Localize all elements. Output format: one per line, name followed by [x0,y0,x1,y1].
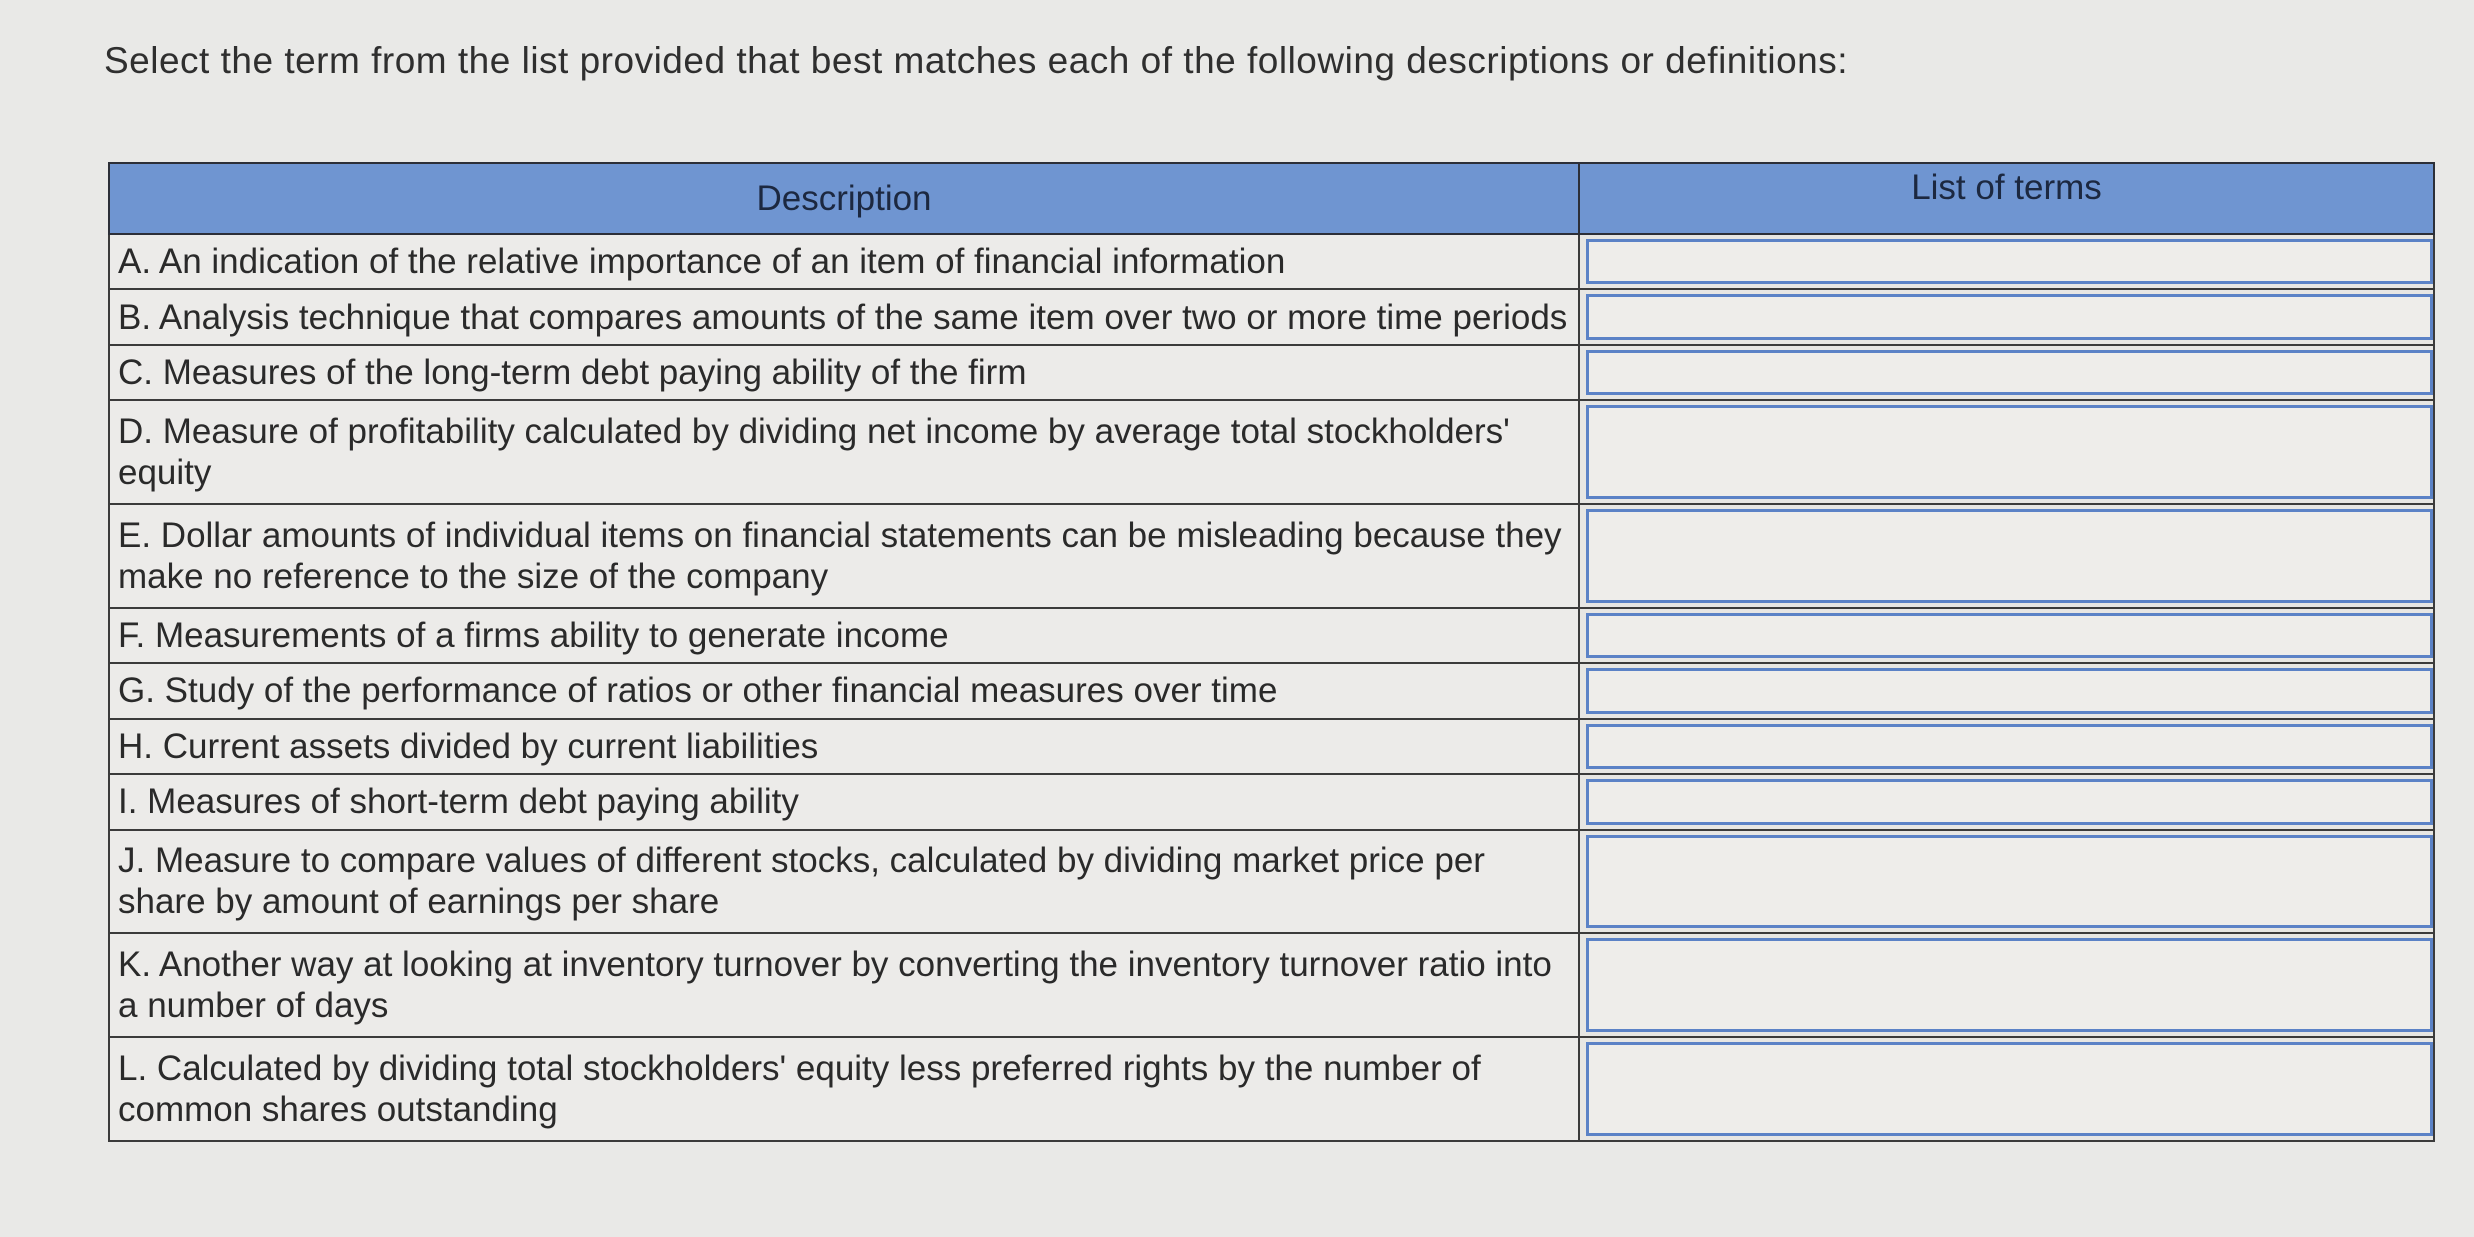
description-column-header: Description [109,163,1579,234]
description-cell: I. Measures of short-term debt paying ability [109,774,1579,829]
term-dropdown[interactable] [1586,938,2433,1032]
table-row [109,774,2434,829]
term-dropdown[interactable] [1586,613,2433,658]
term-cell [1579,1037,2434,1141]
term-dropdown[interactable] [1586,1042,2433,1136]
table-row [109,400,2434,504]
description-cell: D. Measure of profitability calculated by dividing net income by average total stockholders' equity [109,400,1579,504]
term-dropdown[interactable] [1586,350,2433,395]
description-cell: C. Measures of the long-term debt paying ability of the firm [109,345,1579,400]
term-cell [1579,504,2434,608]
term-dropdown[interactable] [1586,835,2433,929]
term-dropdown[interactable] [1586,668,2433,713]
term-cell [1579,663,2434,718]
term-dropdown[interactable] [1586,239,2433,284]
term-dropdown[interactable] [1586,779,2433,824]
table-row [109,345,2434,400]
terms-column-header: List of terms [1579,163,2434,234]
description-cell: B. Analysis technique that compares amounts of the same item over two or more time periods [109,289,1579,344]
term-dropdown[interactable] [1586,724,2433,769]
description-cell: H. Current assets divided by current liabilities [109,719,1579,774]
term-cell [1579,608,2434,663]
description-cell: E. Dollar amounts of individual items on financial statements can be misleading because they make no reference to the size of the company [109,504,1579,608]
term-cell [1579,719,2434,774]
term-cell [1579,830,2434,934]
instructions-text: Select the term from the list provided that best matches each of the following descriptions or definitions: [104,40,1849,81]
table-row [109,933,2434,1037]
matching-table [108,162,2435,1142]
table-row [109,289,2434,344]
term-dropdown[interactable] [1586,509,2433,603]
term-cell [1579,289,2434,344]
term-dropdown[interactable] [1586,294,2433,339]
table-row [109,663,2434,718]
description-cell: F. Measurements of a firms ability to generate income [109,608,1579,663]
term-dropdown[interactable] [1586,405,2433,499]
term-cell [1579,933,2434,1037]
table-row [109,234,2434,289]
term-cell [1579,774,2434,829]
table-row [109,1037,2434,1141]
table-row [109,504,2434,608]
table-row [109,608,2434,663]
matching-table-container [108,162,2433,1142]
term-cell [1579,234,2434,289]
description-cell: K. Another way at looking at inventory turnover by converting the inventory turnover ratio into a number of days [109,933,1579,1037]
table-header-row [109,163,2434,234]
term-cell [1579,345,2434,400]
term-cell [1579,400,2434,504]
description-cell: J. Measure to compare values of different stocks, calculated by dividing market price per share by amount of earnings per share [109,830,1579,934]
description-cell: G. Study of the performance of ratios or other financial measures over time [109,663,1579,718]
description-cell: A. An indication of the relative importance of an item of financial information [109,234,1579,289]
description-cell: L. Calculated by dividing total stockholders' equity less preferred rights by the number of common shares outstanding [109,1037,1579,1141]
table-row [109,719,2434,774]
table-row [109,830,2434,934]
